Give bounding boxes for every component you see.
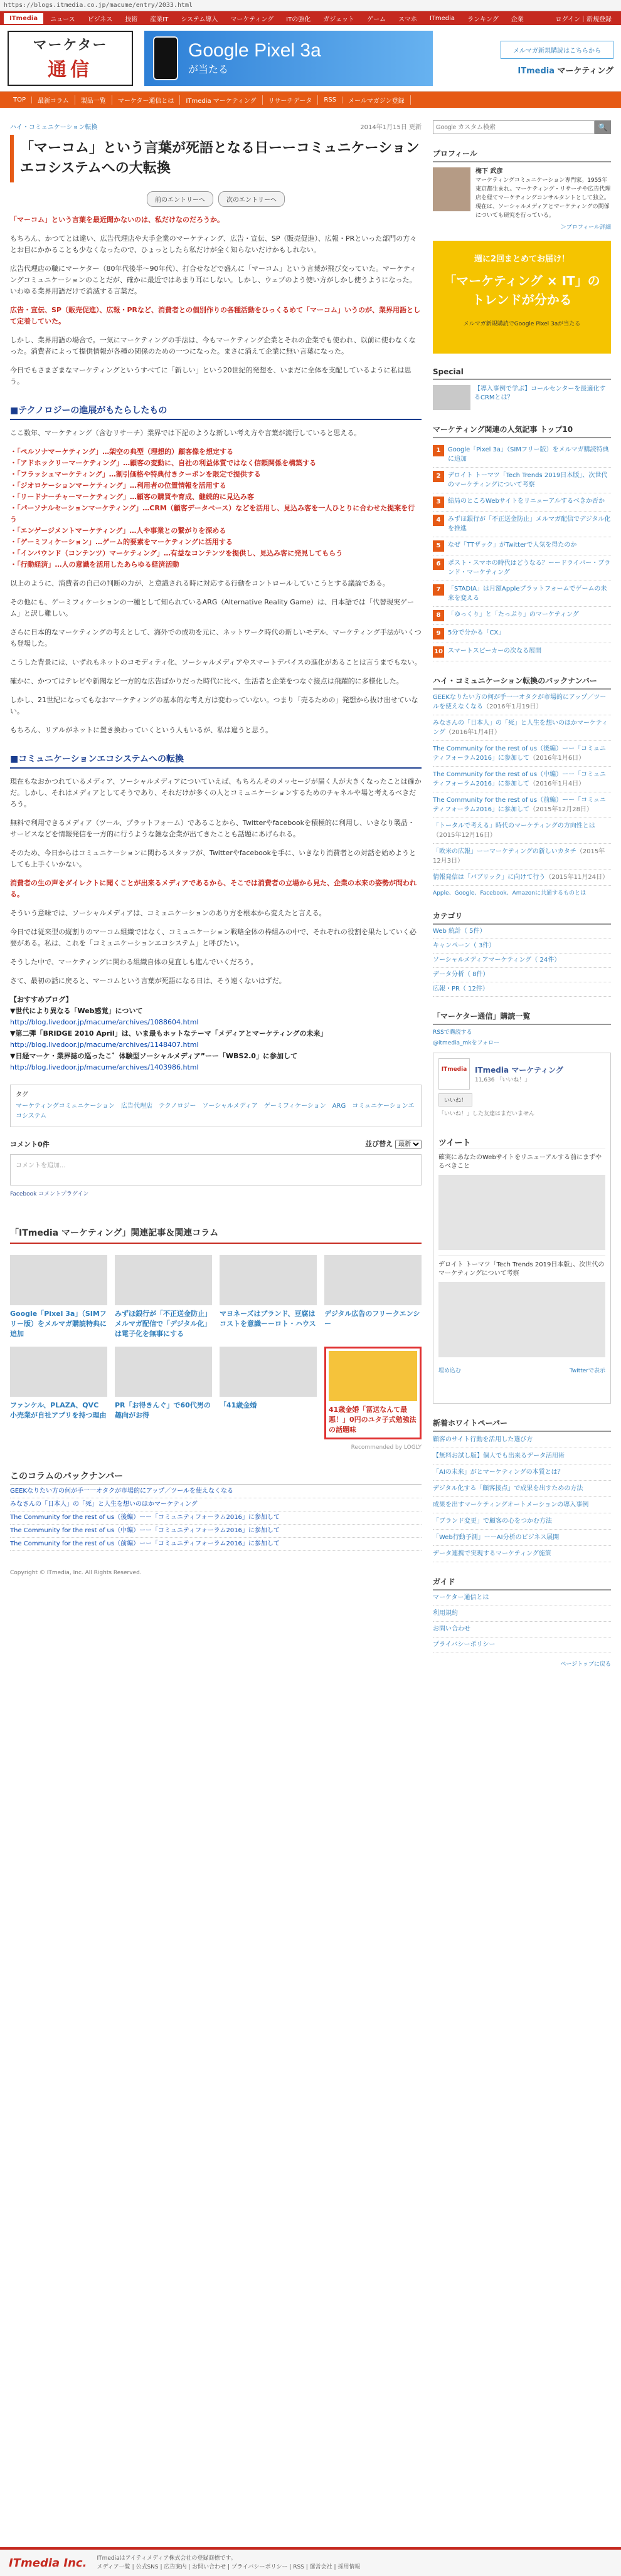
comment-header	[10, 1138, 422, 1149]
link-title: ▼第二弾「BRIDGE 2010 April」は、いま最もホットなテーマ「メディアとマーケティングの未来」	[10, 1029, 327, 1038]
rank-number: 1	[433, 445, 444, 456]
related-thumbnail	[10, 1255, 107, 1305]
ranking-list	[433, 442, 611, 661]
profile-name: 梅下 武彦	[475, 168, 503, 175]
paragraph: さらに日本的なマーケティングの考えとして、海外での成功を元に、ネットワーク時代の新しいモデル、マーケティング手法がいくつも登場した。	[10, 628, 422, 648]
link-url[interactable]: http://blog.livedoor.jp/macume/archives/1403986.html	[10, 1063, 199, 1071]
url-bar[interactable]: https://blogs.itmedia.co.jp/macume/entry/2033.html	[0, 0, 621, 11]
logo-line1: マーケター	[33, 37, 108, 53]
tweet-image	[438, 1175, 605, 1250]
section-heading: ■テクノロジーの進展がもたらしたもの	[10, 401, 422, 420]
hi-backnumber-item[interactable]	[433, 715, 611, 741]
guide-item[interactable]: お問い合わせ	[433, 1622, 611, 1638]
profile-title: プロフィール	[433, 145, 611, 162]
login-link[interactable]: ログイン｜新規登録	[555, 16, 612, 23]
newsletter-promo[interactable]	[433, 241, 611, 354]
footer-text: ITmediaはアイティメディア株式会社の登録商標です。	[97, 2555, 236, 2562]
related-card[interactable]	[115, 1347, 212, 1439]
paragraph: 広告代理店の職にマーケター（80年代後半〜90年代）、打合せなどで盛んに「マーコム」という言葉が飛び交っていた。マーケティングコミュニケーションのことだが、確かに最近ではあまり耳にしない。しかし、ウェブのよう使い方がしかし使うようになった。いわゆる業界用語だけで消滅する言葉だ。	[10, 265, 417, 295]
hi-backnumber-date: （2016年1月19日）	[483, 703, 543, 710]
list-item: ・「ペルソナマーケティング」…架空の典型（理想的）顧客像を想定する	[10, 448, 234, 456]
ranking-item[interactable]	[433, 537, 611, 555]
banner-subtitle: が当たる	[188, 63, 229, 75]
backnumber-item[interactable]: GEEKなりたい方の何が手一一オタクが市場的にアップ／ツールを使えなくなる	[10, 1485, 422, 1498]
entry-pager-top	[10, 191, 422, 207]
backnumber-title: このコラムのバックナンバー	[10, 1469, 422, 1485]
tweet[interactable]	[438, 1255, 605, 1362]
category-item[interactable]: Web 統計（ 5件）	[433, 925, 611, 939]
tag-box	[10, 1085, 422, 1127]
paragraph: その他にも、ゲーミフィケーションの一種として知られているARG（Alternative Reality Game）は、日本語では「代替現実ゲーム」と訳し難しい。	[10, 598, 415, 618]
gnav-item[interactable]: ガジェット	[323, 16, 355, 23]
fb-page-name[interactable]: ITmedia マーケティング	[475, 1066, 563, 1075]
paragraph: 今日では従来型の縦割りのマーコム組織ではなく、コミュニケーション戦略全体の枠組みの中で、それぞれの役割を果たしていく必要がある。私は、これを「コミュニケーションエコシステム」と呼びたい。	[10, 928, 417, 947]
special-thumbnail	[433, 385, 470, 410]
related-card-title: Google「Pixel 3a」（SIMフリー版）をメルマガ購読特典に追加	[10, 1310, 107, 1338]
hi-backnumber-label: 「欧米の広報」ーーマーケティングの新しいカタチ	[433, 848, 576, 855]
comment-count: コメント0件	[10, 1140, 50, 1149]
trend-list	[10, 446, 422, 570]
gnav-item[interactable]: システム導入	[181, 16, 218, 23]
gnav-item[interactable]: ランキング	[467, 16, 499, 23]
section-nav-item[interactable]: 製品一覧	[75, 95, 112, 105]
section-nav-item[interactable]: RSS	[318, 97, 342, 103]
twitter-follow-button[interactable]: @itmedia_mkをフォロー	[433, 1040, 500, 1046]
link-url[interactable]: http://blog.livedoor.jp/macume/archives/1148407.html	[10, 1041, 199, 1049]
tweet[interactable]	[438, 1148, 605, 1255]
paragraph: もちろん、リアルがネットに置き換わっていくという人もいるが、私は違うと思う。	[10, 726, 273, 734]
hi-backnumber-item[interactable]	[433, 818, 611, 844]
section-nav-item[interactable]: TOP	[8, 97, 32, 103]
gnav-item[interactable]: 産業IT	[150, 16, 169, 23]
phone-image	[153, 36, 178, 80]
guide-item[interactable]: プライバシーポリシー	[433, 1638, 611, 1653]
ranking-item[interactable]	[433, 643, 611, 661]
main-column	[10, 108, 422, 1668]
brand-prefix: ITmedia	[518, 66, 555, 76]
special-item[interactable]	[433, 385, 611, 410]
rss-link[interactable]: RSSで購読する	[433, 1029, 472, 1036]
search-box	[433, 120, 611, 134]
related-thumbnail	[329, 1351, 417, 1401]
related-thumbnail	[115, 1255, 212, 1305]
hi-backnumber-date: （2015年12月3日）	[433, 848, 605, 865]
breadcrumb	[10, 122, 422, 131]
tag-list[interactable]: マーケティングコミュニケーション 広告代理店 テクノロジー ソーシャルメディア ゲーミフィケーション ARG コミュニケーションエコシステム	[16, 1103, 415, 1120]
sort-label: 並び替え	[365, 1140, 393, 1148]
search-input[interactable]	[433, 120, 595, 134]
related-card[interactable]	[324, 1255, 422, 1339]
list-item: ・「リードナーチャーマーケティング」…顧客の購買や育成、継続的に見込み客	[10, 493, 254, 501]
list-item: ・「フラッシュマーケティング」…割引価格や特典付きクーポンを限定で提供する	[10, 470, 261, 478]
profile	[433, 167, 611, 220]
guide-title: ガイド	[433, 1574, 611, 1590]
list-item: ・「アドホックリーマーケティング」…顧客の変動に、自社の利益体質ではなく信頼関係を構築する	[10, 459, 317, 467]
embed-link[interactable]: 埋め込む	[438, 1368, 462, 1374]
gnav-item[interactable]: 技術	[125, 16, 138, 23]
global-nav	[0, 11, 621, 25]
ranking-item[interactable]	[433, 625, 611, 643]
subscribe-title: 「マーケター通信」購読一覧	[433, 1008, 611, 1025]
hi-backnumber-item[interactable]	[433, 844, 611, 870]
apple-link[interactable]: Apple、Google、Facebook、Amazonに共通するものとは	[433, 890, 586, 896]
paragraph: さて、最初の話に戻ると、マーコムという言葉が死語になる日は、そう遠くないはずだ。	[10, 977, 286, 985]
gnav-item[interactable]: マーケティング	[230, 16, 274, 23]
ranking-item[interactable]	[433, 581, 611, 607]
ranking-item-label: スマートスピーカーの次なる展開	[448, 648, 542, 655]
whitepaper-item[interactable]: 【無料お試し版】個人でも出来るデータ活用術	[433, 1448, 611, 1464]
ranking-item-label: 「STADIA」は月額Appleプラットフォームでゲームの未来を変える	[448, 586, 607, 602]
hi-backnumber-date: （2016年1月4日）	[445, 729, 501, 736]
hi-backnumber-label: みなさんの「日本人」の「死」と人生を想いのほかマーケティング	[433, 720, 608, 736]
site-logo[interactable]	[8, 31, 133, 86]
paragraph: こうした背景には、いずれもネットのコモディティ化、ソーシャルメディアやスマートデバイスの進化があることは言うまでもない。	[10, 658, 422, 666]
paragraph: 現在もなおかつれているメディア、ソーシャルメディアについていえば、もちろんそのメッセージが届く人が大きくなったことは確かだ。しかし、それはメディアとしてそうであり、それだけが多くの人とコミュニケーションするためのチャネルや場と考えるべきだろう。	[10, 777, 422, 808]
article-title: 「マーコム」という言葉が死語となる日ーーコミュニケーションエコシステムへの大転換	[10, 135, 422, 182]
related-card[interactable]	[324, 1347, 422, 1439]
backnumber-item[interactable]: The Community for the rest of us（後編）ーー「コミュニティフォーラム2016」に参加して	[10, 1511, 422, 1525]
gnav-item[interactable]: スマホ	[398, 16, 417, 23]
article-body	[10, 214, 422, 1073]
guide-item[interactable]: 利用規約	[433, 1606, 611, 1622]
hi-backnumber-item[interactable]	[433, 792, 611, 818]
rank-number: 6	[433, 559, 444, 570]
link-url[interactable]: http://blog.livedoor.jp/macume/archives/1088604.html	[10, 1018, 199, 1026]
hi-backnumber-list	[433, 690, 611, 886]
paragraph: 今日でもさまざまなマーケティングというすべてに「新しい」という20世紀的発想を、いまだに全体を支配しているように私は思う。	[10, 366, 411, 386]
next-entry-button[interactable]: 次のエントリーへ	[218, 191, 285, 207]
ranking-item[interactable]	[433, 468, 611, 493]
whitepaper-item[interactable]: 成果を出すマーケティングオートメーションの導入事例	[433, 1497, 611, 1513]
ranking-item[interactable]	[433, 607, 611, 625]
category-item[interactable]: ソーシャルメディアマーケティング（ 24件）	[433, 954, 611, 968]
category-list	[433, 925, 611, 997]
category-item[interactable]: キャンペーン（ 3件）	[433, 939, 611, 954]
hi-backnumber-item[interactable]	[433, 870, 611, 886]
related-card-title: 41歳金婚「冨送なんて最悪！」0円のユタ子式勉強法の話題味	[329, 1406, 417, 1434]
hi-backnumber-label: 「トータルで考える」時代のマーケティングの方向性とは	[433, 823, 595, 829]
article-date: 2014年1月15日 更新	[360, 124, 422, 131]
paragraph: 広告・宣伝、SP（販売促進）、広報・PRなど、消費者との個別作りの各種活動をひっくるめて「マーコム」いうのが、業界用語として定着していた。	[10, 306, 421, 325]
whitepaper-title: 新着ホワイトペーパー	[433, 1415, 611, 1432]
section-nav-item[interactable]: マーケター通信とは	[112, 95, 181, 105]
ranking-item-label: 5分で分かる「CX」	[448, 629, 505, 636]
rank-number: 3	[433, 497, 444, 508]
backnumber-item[interactable]: みなさんの「日本人」の「死」と人生を想いのほかマーケティング	[10, 1498, 422, 1511]
backnumber-list	[10, 1485, 422, 1551]
whitepaper-list	[433, 1432, 611, 1562]
hi-backnumber-label: The Community for the rest of us（前編）ーー「コミュニティフォーラム2016」に参加して	[433, 797, 606, 813]
avatar	[433, 167, 470, 211]
related-thumbnail	[115, 1347, 212, 1397]
rank-number: 7	[433, 584, 444, 596]
paragraph: 確かに、かつてはテレビや新聞など一方的な広告ばかりだった時代に比べ、生活者と企業をつなぐ接点は飛躍的に多様化した。	[10, 677, 403, 685]
category-item[interactable]: データ分析（ 8件）	[433, 968, 611, 982]
facebook-comment-plugin[interactable]: Facebook コメントプラグイン	[10, 1191, 89, 1197]
promo-line2: 「マーケティング × IT」のトレンドが分かる	[443, 273, 600, 307]
sort-select[interactable]	[395, 1140, 422, 1149]
related-thumbnail	[220, 1255, 317, 1305]
section-nav-item[interactable]: リサーチデータ	[263, 95, 319, 105]
list-item: ・「パーソナルセーションマーケティング」…CRM（顧客データベース）などを活用し、見込み客を一人ひとりに合わせた提案を行う	[10, 504, 415, 523]
related-card-title: みずほ銀行が「不正送金防止」メルマガ配信で「デジタル化」は電子化を無事にする	[115, 1310, 211, 1338]
logo-line2: 通信	[48, 59, 93, 81]
recommended-by[interactable]: Recommended by LOGLY	[351, 1444, 422, 1451]
hi-backnumber-date: （2015年12月16日）	[433, 832, 496, 839]
rank-number: 2	[433, 471, 444, 482]
related-card[interactable]	[10, 1347, 107, 1439]
gnav-item[interactable]: ITmedia	[429, 14, 455, 22]
hi-backnumber-label: 情報発信は「パブリック」に向けて行う	[433, 874, 546, 881]
related-card[interactable]	[220, 1255, 317, 1339]
paragraph: 消費者の生の声をダイレクトに聞くことが出来るメディアであるから、そこでは消費者の立場から見た、企業の本来の姿勢が問われる。	[10, 879, 417, 898]
backnumber-item[interactable]: The Community for the rest of us（中編）ーー「コミュニティフォーラム2016」に参加して	[10, 1525, 422, 1538]
ranking-item[interactable]	[433, 493, 611, 512]
rank-number: 10	[433, 646, 444, 658]
paragraph: そのため、今日からはコミュニケーションに関わるスタッフが、Twitterやfacebookを手に、いきなり消費者との対話を始めようとしても上手くいかない。	[10, 849, 417, 868]
special-item-label: 【導入事例で学ぶ】コールセンターを最適化するCRMとは？	[474, 386, 606, 401]
list-item: ・「行動経済」…人の意識を活用したあらゆる経済活動	[10, 560, 179, 569]
gnav-item[interactable]: ゲーム	[367, 16, 386, 23]
related-card[interactable]	[220, 1347, 317, 1439]
whitepaper-item[interactable]: データ連携で実現するマーケティング施策	[433, 1546, 611, 1562]
fb-like-button[interactable]: いいね！	[438, 1093, 472, 1107]
category-item[interactable]: 広報・PR（ 12件）	[433, 982, 611, 997]
section-nav-item[interactable]: メールマガジン登録	[342, 95, 411, 105]
paragraph: ここ数年、マーケティング（含むリサーチ）業界では下記のような新しい考え方や言葉が流行していると思える。	[10, 429, 361, 437]
facebook-widget	[433, 1053, 611, 1404]
related-thumbnail	[324, 1255, 422, 1305]
ranking-item-label: 結局のところWebサイトをリニューアルするべきか否か	[448, 498, 605, 505]
links-heading: 【おすすめブログ】	[10, 996, 73, 1004]
list-item: ・「ゲーミフィケーション」…ゲーム的要素をマーケティングに活用する	[10, 538, 233, 546]
gnav-item[interactable]: ビジネス	[87, 16, 113, 23]
ranking-item-label: 「ゆっくり」と「たっぷり」のマーケティング	[448, 611, 579, 618]
related-card-title: 「41歳金婚	[220, 1401, 257, 1409]
hi-backnumber-label: The Community for the rest of us（中編）ーー「コミュニティフォーラム2016」に参加して	[433, 771, 606, 787]
ranking-item-label: デロイト トーマツ「Tech Trends 2019日本版」、次世代のマーケティングについて考察	[448, 472, 608, 488]
whitepaper-item[interactable]: 「ブランド変更」で顧客の心をつかむ方法	[433, 1513, 611, 1530]
ranking-item-label: みずほ銀行が「不正送金防止」メルマガ配信でデジタル化を推進	[448, 516, 611, 532]
related-card-title: PR「お得きんぐ」で60代男の趣向がお得	[115, 1401, 211, 1419]
comment-input[interactable]: コメントを追加...	[10, 1154, 422, 1185]
profile-more-link[interactable]: ＞プロフィール詳細	[560, 224, 611, 231]
banner-title: Google Pixel 3a	[188, 40, 321, 61]
hi-backnumber-item[interactable]	[433, 767, 611, 792]
ranking-item-label: なぜ「TTザック」がTwitterで人気を得たのか	[448, 542, 577, 549]
rank-number: 5	[433, 540, 444, 552]
backnumber-item[interactable]: The Community for the rest of us（前編）ーー「コミュニティフォーラム2016」に参加して	[10, 1538, 422, 1551]
related-title: 「ITmedia マーケティング」関連記事＆関連コラム	[10, 1222, 422, 1244]
promo-line1: 週に2回まとめてお届け！	[474, 255, 570, 264]
gnav-item[interactable]: 企業	[511, 16, 524, 23]
brand-suffix: マーケティング	[557, 66, 613, 76]
newsletter-button[interactable]: メルマガ新規購読はこちらから	[501, 41, 613, 59]
ranking-item[interactable]	[433, 555, 611, 581]
ranking-item[interactable]	[433, 512, 611, 537]
profile-text: マーケティングコミュニケーション専門家。1955年東京都生まれ。マーケティング・リサーチや広告代理店を経てマーケティングコンサルタントとして独立。現在は、ソーシャルメディアとマーケティングの関係についても研究を行っている。	[475, 177, 611, 219]
ad-banner[interactable]	[144, 31, 433, 86]
whitepaper-item[interactable]: 「Web行動予測」ーーAI分析のビジネス展開	[433, 1530, 611, 1546]
paragraph: もちろん、かつてとは違い、広告代理店や大手企業のマーケティング、広告・宣伝、SP（販売促進）、広報・PRといった部門の方々とお目にかかることも少なくなったので、ひょっとしたら私だけが全く知らないだけかもしれない。	[10, 234, 417, 254]
itmedia-marketing-logo[interactable]	[518, 64, 613, 76]
rank-number: 9	[433, 628, 444, 639]
rank-number: 8	[433, 610, 444, 621]
footer-logo[interactable]: ITmedia Inc.	[9, 2556, 87, 2570]
ranking-item[interactable]	[433, 442, 611, 468]
ranking-title: マーケティング関連の人気記事 トップ10	[433, 421, 611, 438]
search-icon[interactable]: 🔍	[595, 120, 611, 134]
list-item: ・「エンゲージメントマーケティング」…人や事業との繋がりを深める	[10, 527, 226, 535]
paragraph: そういう意味では、ソーシャルメディアは、コミュニケーションのあり方を根本から変えたと言える。	[10, 909, 326, 917]
whitepaper-item[interactable]: 顧客のサイト行動を活用した選び方	[433, 1432, 611, 1448]
paragraph: しかし、業界用語の場合で。一気にマーケティングの手法は、今もマーケティング企業とそれの企業でも使われ、以前に使わなくなった。消費者によって提供情報が各種の関係のための一つになった。まさに消えて企業に無い言葉になった。	[10, 336, 416, 355]
page-top-link[interactable]: ページトップに戻る	[560, 1661, 611, 1668]
list-item: ・「インバウンド（コンテンツ）マーケティング」…有益なコンテンツを提供し、見込み客に発見してもらう	[10, 549, 343, 557]
hi-backnumber-title: ハイ・コミュニケーション転換のバックナンバー	[433, 673, 611, 690]
tags-label: タグ	[16, 1091, 28, 1098]
special-title: Special	[433, 365, 611, 380]
ranking-item-label: Google「Pixel 3a」（SIMフリー版）をメルマガ購読特典に追加	[448, 446, 609, 463]
hi-backnumber-date: （2015年12月28日）	[529, 806, 593, 813]
paragraph: 無料で利用できるメディア（ツール、プラットフォーム）であることから、Twitterやfacebookを積極的に利用し、いきなり製品・サービスなどを情報発信を一方的に行うような雑な企業が出てきたことも話題にあげられる。	[10, 819, 415, 838]
promo-line3: メルマガ新規購読でGoogle Pixel 3aが当たる	[463, 321, 581, 327]
hi-backnumber-item[interactable]	[433, 690, 611, 715]
paragraph: 「マーコム」という言葉を最近聞かないのは、私だけなのだろうか。	[10, 216, 224, 224]
category-title: カテゴリ	[433, 908, 611, 925]
recommended-blogs	[10, 994, 422, 1073]
hi-backnumber-label: GEEKなりたい方の何が手一一オタクが市場的にアップ／ツールを使えなくなる	[433, 694, 607, 710]
guide-list	[433, 1590, 611, 1653]
related-card-title: マヨネーズはブランド、豆腐はコストを意識ーーロト・ハウス	[220, 1310, 316, 1328]
related-card[interactable]	[115, 1255, 212, 1339]
section-heading: ■コミュニケーションエコシステムへの転換	[10, 750, 422, 769]
hi-backnumber-date: （2016年1月6日）	[529, 755, 585, 762]
section-nav-item[interactable]: 最新コラム	[32, 95, 75, 105]
tweet-text: デロイト トーマツ「Tech Trends 2019日本版」、次世代のマーケティングについて考察	[438, 1261, 605, 1277]
ranking-item-label: ポスト・スマホの時代はどうなる？ーードライバー・ブランド・マーケティング	[448, 560, 611, 576]
tweet-image	[438, 1282, 605, 1357]
related-card[interactable]	[10, 1255, 107, 1339]
rank-number: 4	[433, 515, 444, 526]
link-title: ▼日経マーケ・業界誌の巡ったこ゛体験型ソーシャルメディア”ーー「WBS2.0」に参加して	[10, 1052, 297, 1060]
related-thumbnail	[10, 1347, 107, 1397]
guide-item[interactable]: マーケター通信とは	[433, 1590, 611, 1606]
view-on-twitter-link[interactable]: Twitterで表示	[569, 1368, 605, 1374]
hi-backnumber-label: The Community for the rest of us（後編）ーー「コミュニティフォーラム2016」に参加して	[433, 745, 606, 762]
tweet-heading: ツイート	[438, 1138, 471, 1148]
copyright: Copyright © ITmedia, Inc. All Rights Reserved.	[10, 1570, 142, 1576]
sidebar	[433, 108, 611, 1668]
hi-backnumber-date: （2016年1月4日）	[529, 781, 585, 787]
whitepaper-item[interactable]: 「AIの未来」がとマーケティングの本質とは？	[433, 1464, 611, 1481]
whitepaper-item[interactable]: デジタル化する「顧客接点」で成果を出すための方法	[433, 1481, 611, 1497]
prev-entry-button[interactable]: 前のエントリーへ	[147, 191, 213, 207]
site-header	[0, 25, 621, 92]
section-nav-item[interactable]: ITmedia マーケティング	[180, 95, 262, 105]
hi-backnumber-item[interactable]	[433, 741, 611, 767]
related-card-title: ファンケル、PLAZA、QVC 小売業が自社アプリを持つ理由	[10, 1401, 107, 1419]
fb-page-logo: ITmedia	[438, 1058, 470, 1090]
link-title: ▼世代により異なる「Web感覚」について	[10, 1007, 143, 1015]
related-card-title: デジタル広告のフリークエンシー	[324, 1310, 420, 1328]
hi-backnumber-date: （2015年11月24日）	[545, 874, 609, 881]
paragraph: 以上のように、消費者の自己の判断の力が、と意識される時に対応する行動をコントロールしていこうとする議論である。	[10, 579, 390, 587]
tweet-text: 確実にあなたのWebサイトをリニューアルする前にまずやるべきこと	[438, 1154, 602, 1170]
gnav-item[interactable]: ITmedia	[4, 13, 43, 24]
fb-like-count: 11,636 「いいね！」	[475, 1077, 531, 1083]
section-nav	[0, 92, 621, 108]
footer-links[interactable]: メディア一覧 | 公式SNS | 広告案内 | お問い合わせ | プライバシーポリシー | RSS | 運営会社 | 採用情報	[97, 2564, 361, 2570]
fb-caption: 「いいね！」した友達はまだいません	[438, 1111, 535, 1117]
gnav-item[interactable]: ITの強化	[286, 16, 311, 23]
related-thumbnail	[220, 1347, 317, 1397]
footer	[0, 2547, 621, 2576]
list-item: ・「ジオロケーションマーケティング」…利用者の位置情報を活用する	[10, 481, 226, 490]
category-link[interactable]: ハイ・コミュニケーション転換	[10, 124, 98, 131]
related-grid	[10, 1255, 422, 1439]
paragraph: そうした中で、マーケティングに関わる組織自体の見直しも進んでいくだろう。	[10, 958, 258, 966]
gnav-item[interactable]: ニュース	[50, 16, 75, 23]
paragraph: しかし、21世紀になってもなおマーケティングの基本的な考え方は変わっていない。つまり「売るための」発想から抜け出せていない。	[10, 696, 418, 715]
